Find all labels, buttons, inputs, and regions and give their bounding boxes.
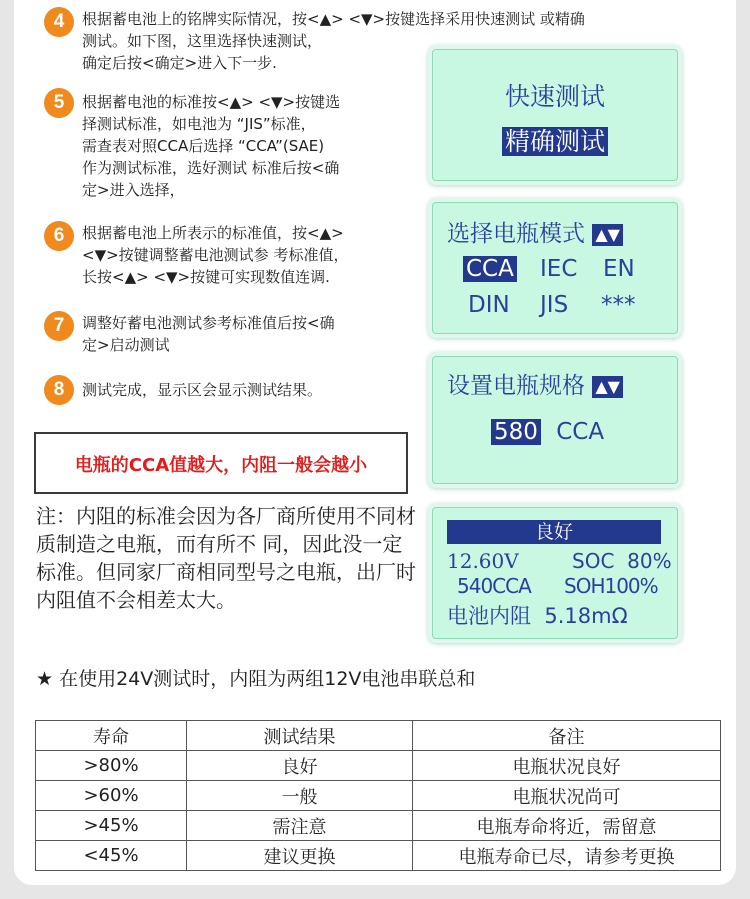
standard-title-row	[447, 215, 623, 248]
step-number-badge: 7	[44, 311, 74, 341]
step-line: 根据蓄电池上所表示的标准值，按<▲>	[82, 224, 344, 242]
spec-unit: CCA	[556, 419, 605, 445]
step-line: 定>进入选择，	[82, 181, 185, 199]
mode-option-fast: 快速测试	[504, 82, 605, 111]
standard-title: 选择电瓶模式	[447, 221, 585, 247]
table-header-cell: 备注	[413, 721, 721, 751]
results-table	[35, 720, 721, 871]
step-line: 根据蓄电池上的铭牌实际情况，按<▲> <▼>按键选择采用快速测试 或精确	[82, 10, 585, 28]
step-line: <▼>按键调整蓄电池测试参 考标准值，	[82, 246, 349, 264]
standard-option: DIN	[468, 292, 510, 318]
up-down-arrows-icon: ▲▼	[592, 376, 623, 398]
step-text	[82, 379, 322, 401]
lcd-mode-screen	[432, 49, 678, 181]
step-line: 测试。如下图，这里选择快速测试，	[82, 32, 323, 50]
table-cell: >60%	[36, 781, 187, 811]
step-line: 测试完成，显示区会显示测试结果。	[82, 381, 323, 399]
table-row	[36, 841, 721, 871]
step-line: 长按<▲> <▼>按键可实现数值连调.	[82, 268, 330, 286]
spec-title: 设置电瓶规格	[447, 373, 585, 399]
standard-option: JIS	[540, 292, 569, 318]
step-line: 择测试标准，如电池为 “JIS”标准，	[82, 115, 316, 133]
standard-option: IEC	[540, 256, 578, 282]
table-cell: 电瓶状况良好	[413, 751, 721, 781]
table-header-row	[36, 721, 721, 751]
step-number-badge: 4	[44, 7, 74, 37]
step-text	[82, 222, 348, 288]
step-line: 调整好蓄电池测试参考标准值后按<确	[82, 314, 335, 332]
cca-warning-box	[34, 432, 408, 494]
table-cell: 电瓶状况尚可	[413, 781, 721, 811]
result-cca: 540CCA	[457, 574, 531, 598]
step-number-badge: 6	[44, 221, 74, 251]
result-voltage: 12.60V	[447, 549, 519, 573]
step-text	[82, 91, 340, 201]
lcd-result-screen	[432, 507, 678, 639]
spec-value-row	[491, 419, 604, 445]
table-cell: 电瓶寿命已尽，请参考更换	[413, 841, 721, 871]
table-cell: 一般	[187, 781, 413, 811]
table-cell: 需注意	[187, 811, 413, 841]
up-down-arrows-icon: ▲▼	[592, 224, 623, 246]
step-line: 作为测试标准，选好测试 标准后按<确	[82, 159, 340, 177]
standard-option: ***	[601, 292, 636, 318]
step-text	[82, 312, 335, 356]
table-row	[36, 811, 721, 841]
table-cell: 电瓶寿命将近，需留意	[413, 811, 721, 841]
table-cell: >45%	[36, 811, 187, 841]
table-cell: >80%	[36, 751, 187, 781]
lcd-standard-screen	[432, 202, 678, 334]
result-resistance: 电池内阻 5.18mΩ	[447, 604, 628, 628]
step-line: 确定后按<确定>进入下一步.	[82, 54, 277, 72]
table-cell: 良好	[187, 751, 413, 781]
lcd-spec-screen	[432, 356, 678, 484]
table-header-cell: 寿命	[36, 721, 187, 751]
spec-value: 580	[491, 419, 541, 445]
step-line: 需查表对照CCA后选择 “CCA”(SAE)	[82, 137, 325, 155]
standard-option: EN	[603, 256, 635, 282]
table-row	[36, 781, 721, 811]
cca-warning-text: 电瓶的CCA值越大，内阻一般会越小	[74, 455, 368, 476]
spec-title-row	[447, 367, 623, 400]
series-voltage-note: ★ 在使用24V测试时，内阻为两组12V电池串联总和	[36, 668, 476, 690]
resistance-note: 注：内阻的标准会因为各厂商所使用不同材质制造之电瓶，而有所不 同，因此没一定标准。但同家厂商相同型号之电瓶，出厂时内阻值不会相差太大。	[36, 504, 416, 612]
result-soh: SOH100%	[564, 574, 658, 598]
table-row	[36, 751, 721, 781]
table-cell: <45%	[36, 841, 187, 871]
mode-option-precise	[433, 122, 677, 158]
mode-option-selected: 精确测试	[502, 127, 608, 156]
step-line: 定>启动测试	[82, 336, 170, 354]
table-header-cell: 测试结果	[187, 721, 413, 751]
standard-option-selected: CCA	[463, 256, 517, 282]
step-number-badge: 8	[44, 375, 74, 405]
step-line: 根据蓄电池的标准按<▲> <▼>按键选	[82, 93, 341, 111]
result-status: 良好	[447, 520, 661, 544]
step-number-badge: 5	[44, 88, 74, 118]
result-soc: SOC 80%	[572, 549, 672, 573]
table-cell: 建议更换	[187, 841, 413, 871]
